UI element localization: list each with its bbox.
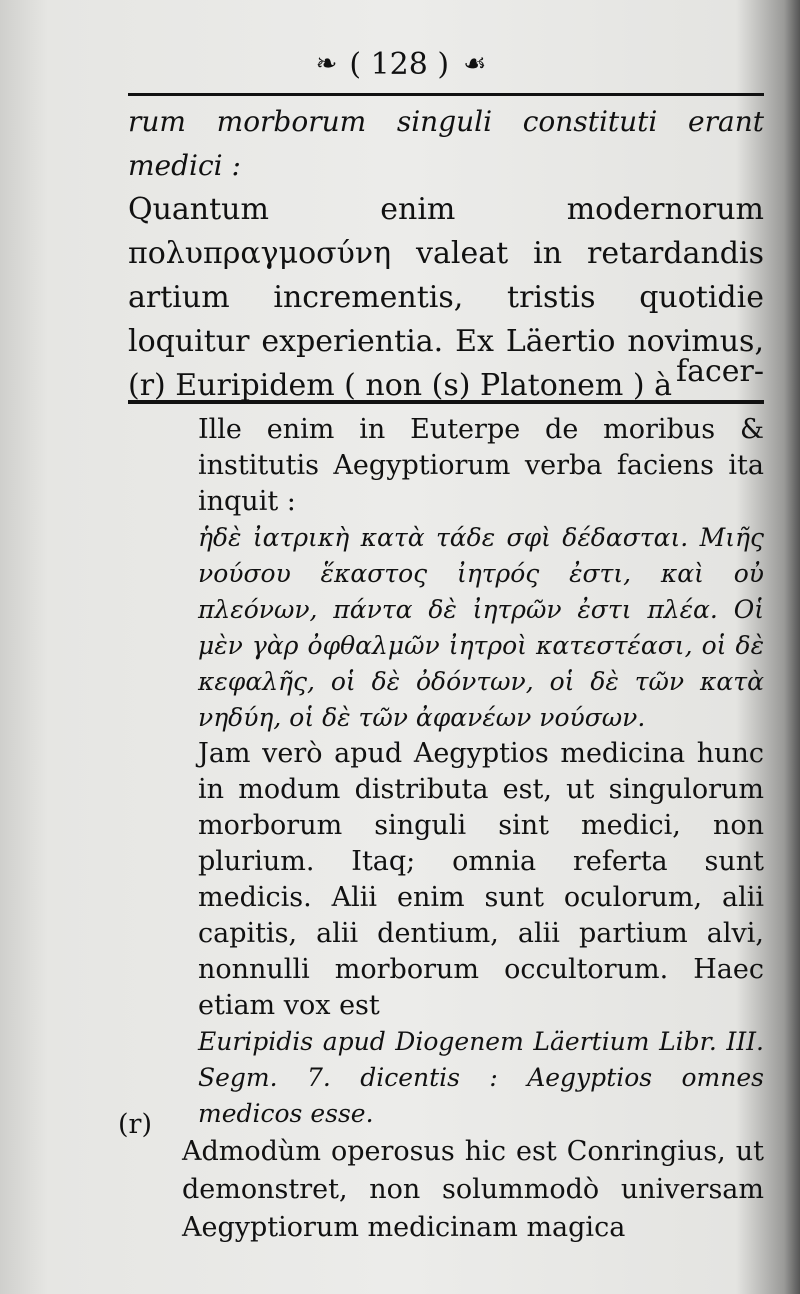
main-text-opening: rum morborum singuli constituti erant medici : <box>128 105 764 182</box>
catchword: facer- <box>675 354 764 389</box>
footnote-r <box>118 1106 764 1274</box>
footnote-r-marker: (r) <box>118 1109 152 1140</box>
footnote-r-text: Admodùm operosus hic est Conringius, ut demonstret, non solummodò universam Aegyptiorum medicinam magica <box>182 1136 764 1243</box>
footnote-block <box>198 412 764 1132</box>
main-text-block <box>128 100 764 408</box>
running-header <box>0 40 800 88</box>
footnote-intro: Ille enim in Euterpe de moribus & institutis Aegyptiorum verba faciens ita inquit : <box>198 414 764 517</box>
footnote-latin-translation: Jam verò apud Aegyptios medicina hunc in modum distributa est, ut singulorum morborum singuli sint medici, non plurium. Itaq; omnia referta sunt medicis. Alii enim sunt oculorum, alii capitis, alii dentium, alii partium alvi, nonnulli morborum occultorum. Haec etiam vox est <box>198 738 764 1021</box>
left-ornament: ❧ <box>315 49 336 79</box>
main-text-paragraph: Quantum enim modernorum πολυπραγμοσύνη valeat in retardandis artium incrementis, tristis quotidie loquitur experientia. Ex Läertio novimus, (r) Euripidem ( non (s) Platonem ) à <box>128 192 764 403</box>
footnote-citation: Euripidis apud Diogenem Läertium Libr. III. Segm. 7. dicentis : Aegyptios omnes medicos esse. <box>198 1027 764 1128</box>
right-ornament: ☙ <box>463 49 485 79</box>
footnote-separator-rule <box>128 400 764 404</box>
page-number: ( 128 ) <box>349 46 450 82</box>
header-rule <box>128 93 764 96</box>
footnote-greek-quote: ἡδὲ ἰατρικὴ κατὰ τάδε σφὶ δέδασται. Μιῆς νούσου ἕκαστος ἰητρός ἐστι, καὶ οὐ πλεόνων, πάντα δὲ ἰητρῶν ἐστι πλέα. Οἱ μὲν γὰρ ὀφθαλμῶν ἰητροὶ κατεστέασι, οἱ δὲ κεφαλῆς, οἱ δὲ ὀδόντων, οἱ δὲ τῶν κατὰ νηδύη, οἱ δὲ τῶν ἀφανέων νούσων. <box>198 523 764 732</box>
